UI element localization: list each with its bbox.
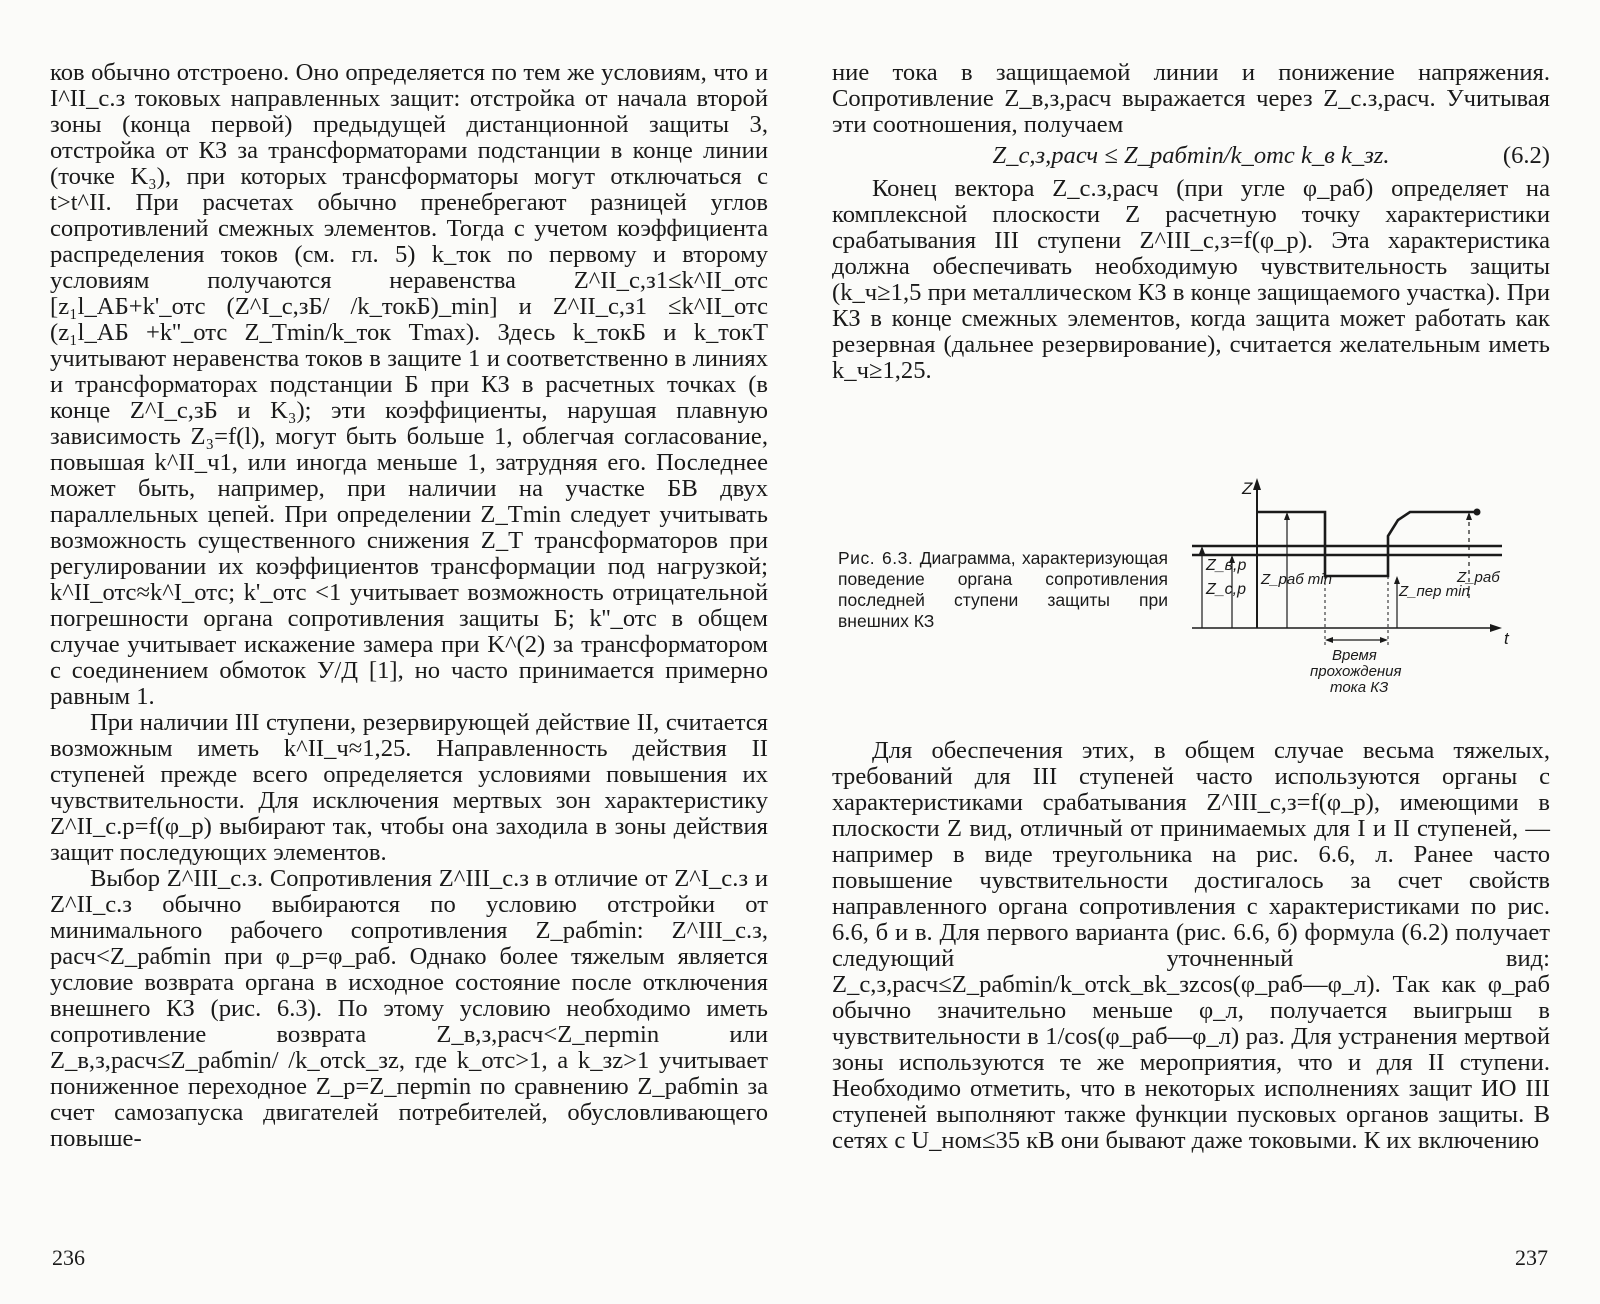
left-paragraph-3: Выбор Z^III_с.з. Сопротивления Z^III_с.з в отличие от Z^I_с.з и Z^II_с.з обычно выбираются по условию отстройки от минимального рабочего сопротивления Z_рабmin: Z^III_с.з, расч<Z_рабmin при φ_р=φ_раб. Однако более тяжелым является условие возврата органа в исходное состояние после отключения внешнего КЗ (рис. 6.3). По этому условию необходимо иметь сопротивление возврата Z_в,з,расч<Z_перmin или Z_в,з,расч≤Z_рабmin/ /k_отсk_зz, где k_отс>1, а k_зz>1 учитывает пониженное переходное Z_р=Z_перmin по сравнению Z_рабmin за счет самозапуска двигателей потребителей, обусловливающего повыше- [50, 865, 768, 1152]
diagram-svg [1192, 478, 1532, 704]
left-page-number: 236 [52, 1245, 85, 1270]
label-zrabmin: Z_раб min [1261, 571, 1332, 588]
right-paragraph-3: Для обеспечения этих, в общем случае весьма тяжелых, требований для III ступеней часто используются органы с характеристиками срабатывания Z^III_с,з=f(φ_р), имеющими в плоскости Z вид, отличный от принимаемых для I и II ступеней, — например в виде треугольника на рис. 6.6, л. Ранее часто повышение чувствительности достигалось за счет свойств направленного органа сопротивления с характеристиками по рис. 6.6, б и в. Для первого варианта (рис. 6.6, б) формула (6.2) получает следующий уточненный вид: Z_с,з,расч≤Z_рабmin/k_отсk_вk_зzcos(φ_раб—φ_л). Так как φ_раб обычно значительно меньше φ_л, получается выигрыш в чувствительности в 1/cos(φ_раб—φ_л) раз. Для устранения мертвой зоны используются те же мероприятия, что и для II ступени. Необходимо отметить, что в некоторых исполнениях защит ИО III ступеней выполняют также функции пусковых органов защиты. В сетях с U_ном≤35 кВ они бывают даже токовыми. К их включению [832, 737, 1550, 1154]
label-zvp: Z_в,р [1206, 557, 1247, 574]
label-zrab: Z_раб [1457, 569, 1500, 586]
formula-number: (6.2) [1502, 142, 1550, 169]
x-axis-arrow [1490, 624, 1502, 632]
time-label-2: прохождения [1310, 663, 1402, 680]
axis-x-label: t [1504, 629, 1509, 648]
time-label-1: Время [1332, 647, 1377, 664]
left-paragraph-1: ков обычно отстроено. Оно определяется по тем же условиям, что и I^II_с.з токовых направленных защит: отстройка от начала второй зоны (конца первой) предыдущей дистанционной защиты 3, отстройка от КЗ за трансформаторами подстанции в конце линии (точке K₃), при которых трансформаторы могут отключаться с t>t^II. При расчетах обычно пренебрегают разницей углов сопротивлений смежных элементов. Тогда с учетом коэффициента распределения токов (см. гл. 5) k_ток по первому и второму условиям получаются неравенства Z^II_с,з1≤k^II_отс [z₁l_АБ+k'_отс (Z^I_с,зБ/ /k_токБ)_min] и Z^II_с,з1 ≤k^II_отс (z₁l_АБ +k''_отс Z_Тmin/k_ток Тmax). Здесь k_токБ и k_токТ учитывают неравенства токов в защите 1 и соответственно в линиях и трансформаторах подстанции Б при КЗ в расчетных точках (в конце Z^I_с,зБ и K₃); эти коэффициенты, нарушая плавную зависимость Z₃=f(l), могут быть больше 1, облегчая согласование, повышая k^II_ч1, или иногда меньше 1, затрудняя его. Последнее может быть, например, при наличии на участке БВ двух параллельных цепей. При определении Z_Тmin следует учитывать возможность существенного снижения Z_Т трансформаторов при регулировании их коэффициентов трансформации под нагрузкой; k^II_отс≈k^I_отс; k'_отс <1 учитывает возможность отрицательной погрешности органа сопротивления защиты Б; k''_отс в общем случае учитывает искажение замера при K^(2) за трансформатором с соединением обмоток У/Д [1], но часто принимается примерно равным 1. [50, 59, 768, 710]
time-label-3: тока КЗ [1330, 679, 1389, 696]
figure-caption-label: Рис. 6.3. [838, 548, 914, 568]
right-page-number: 237 [1515, 1245, 1548, 1270]
right-paragraph-1: ние тока в защищаемой линии и понижение напряжения. Сопротивление Z_в,з,расч выражается через Z_с.з,расч. Учитывая эти соотношения, получаем [832, 59, 1550, 138]
figure-caption [838, 548, 1168, 632]
impedance-curve [1257, 512, 1476, 576]
axis-y-label: Z [1242, 479, 1253, 498]
figure-6-3 [832, 478, 1550, 704]
right-paragraph-2: Конец вектора Z_с.з,расч (при угле φ_раб) определяет на комплексной плоскости Z расчетную точку характеристики срабатывания III ступени Z^III_с,з=f(φ_р). Эта характеристика должна обеспечивать необходимую чувствительность защиты (k_ч≥1,5 при металлическом КЗ в конце защищаемого участка). При КЗ в конце смежных элементов, когда защита может работать как резервная (дальнее резервирование), считается желательным иметь k_ч≥1,25. [832, 175, 1550, 384]
y-axis-arrow [1253, 478, 1261, 490]
curve-end-point [1474, 509, 1481, 516]
formula-expression: Z_с,з,расч ≤ Z_рабmin/k_отс k_в k_зz. [992, 142, 1390, 169]
left-paragraph-2: При наличии III ступени, резервирующей действие II, считается возможным иметь k^II_ч≈1,25. Направленность действия II ступеней прежде всего определяется условиями повышения их чувствительности. Для исключения мертвых зон характеристику Z^II_с.р=f(φ_р) выбирают так, чтобы она заходила в зоны действия защит последующих элементов. [50, 709, 768, 866]
figure-caption-text: Диаграмма, характеризующая поведение органа сопротивления последней ступени защиты при внешних КЗ [838, 548, 1168, 631]
label-zpermin: Z_пер min [1399, 583, 1470, 600]
right-lower-text [832, 738, 1550, 1154]
label-zcp: Z_с,р [1206, 581, 1247, 598]
right-page [832, 60, 1550, 384]
left-page [50, 60, 768, 1152]
formula-6-2 [832, 142, 1550, 170]
